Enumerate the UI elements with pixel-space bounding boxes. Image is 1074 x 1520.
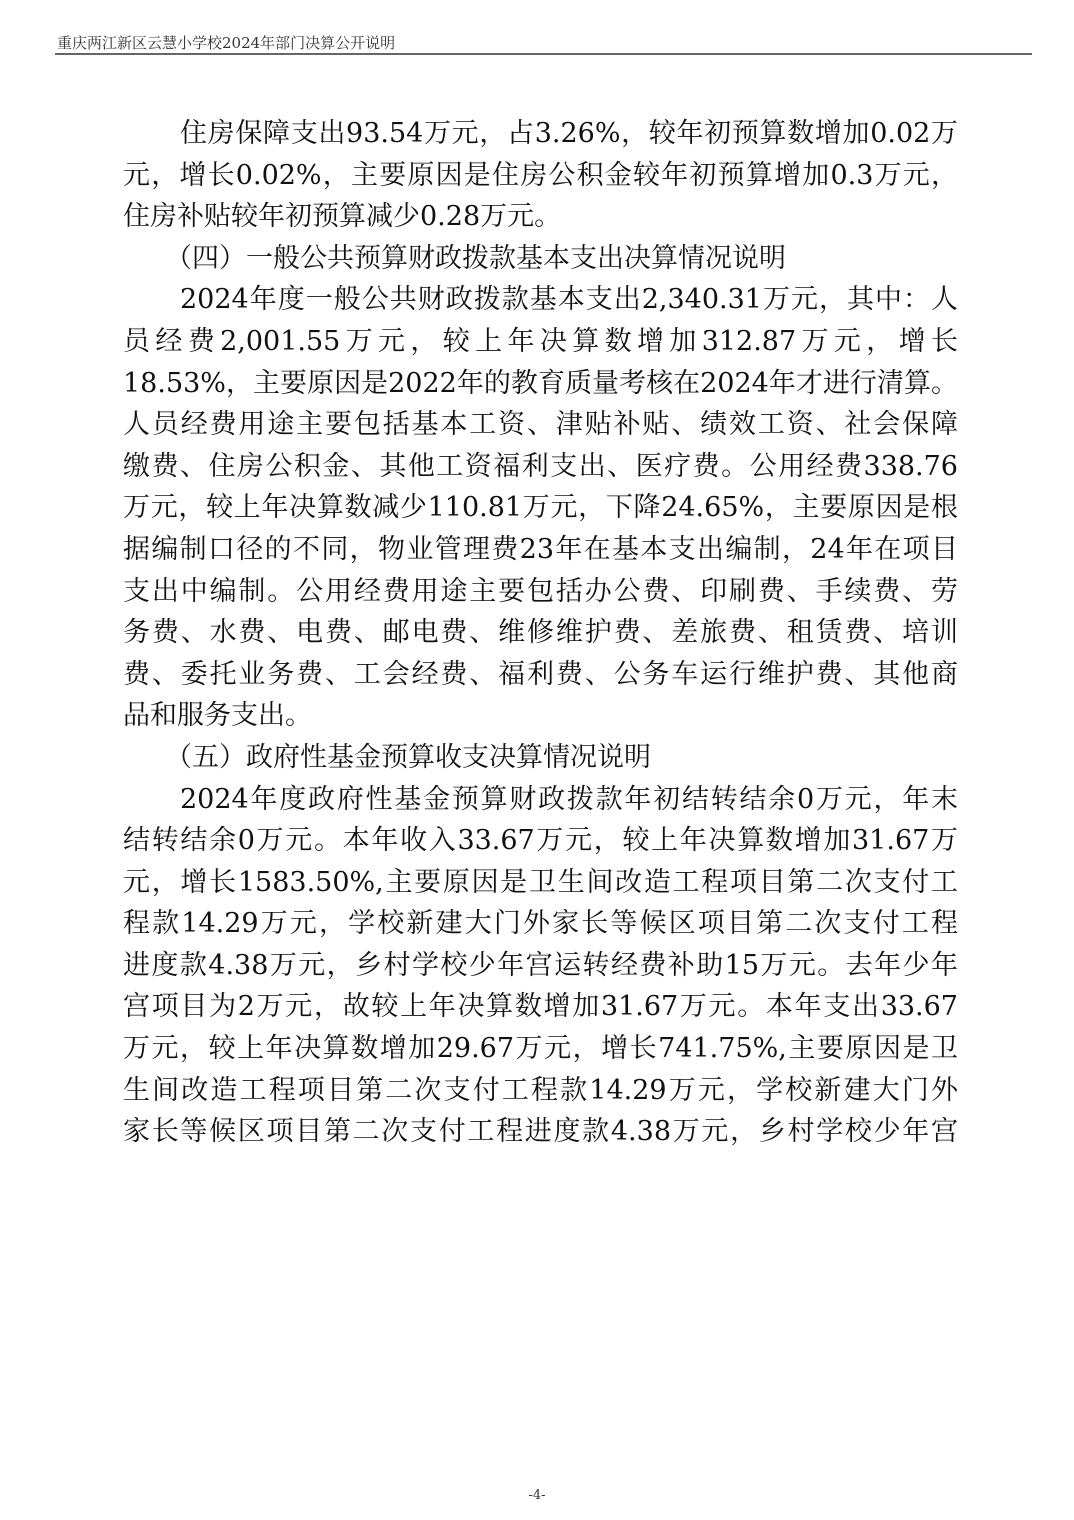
text-line: 程款14.29万元，学校新建大门外家长等候区项目第二次支付工程 [123, 908, 958, 940]
text-line: 住房补贴较年初预算减少0.28万元。 [123, 201, 562, 233]
text-line: 宫项目为2万元，故较上年决算数增加31.67万元。本年支出33.67 [123, 991, 958, 1023]
text-line: 18.53%，主要原因是2022年的教育质量考核在2024年才进行清算。 [123, 367, 958, 399]
text-line: 品和服务支出。 [123, 700, 312, 732]
text-line: 元，增长0.02%，主要原因是住房公积金较年初预算增加0.3万元， [123, 159, 958, 191]
text-line: 万元，较上年决算数减少110.81万元，下降24.65%，主要原因是根 [123, 492, 958, 524]
text-line: 结转结余0万元。本年收入33.67万元，较上年决算数增加31.67万 [123, 825, 958, 857]
text-line: 务费、水费、电费、邮电费、维修维护费、差旅费、租赁费、培训 [123, 617, 958, 649]
text-line: 生间改造工程项目第二次支付工程款14.29万元，学校新建大门外 [123, 1074, 958, 1106]
text-line: 人员经费用途主要包括基本工资、津贴补贴、绩效工资、社会保障 [123, 409, 958, 441]
text-line: 缴费、住房公积金、其他工资福利支出、医疗费。公用经费338.76 [123, 450, 958, 482]
running-header: 重庆两江新区云慧小学校2024年部门决算公开说明 [57, 34, 396, 52]
text-line: 据编制口径的不同，物业管理费23年在基本支出编制，24年在项目 [123, 533, 958, 565]
page-number: -4- [528, 1488, 546, 1503]
text-line: 费、委托业务费、工会经费、福利费、公务车运行维护费、其他商 [123, 658, 958, 690]
text-line: 元，增长1583.50%,主要原因是卫生间改造工程项目第二次支付工 [123, 866, 958, 898]
paragraph [123, 113, 958, 238]
text-line: 万元，较上年决算数增加29.67万元，增长741.75%,主要原因是卫 [123, 1033, 958, 1065]
text-line: 家长等候区项目第二次支付工程进度款4.38万元，乡村学校少年宫 [123, 1116, 958, 1148]
section-heading [123, 238, 958, 280]
section-heading [123, 737, 958, 779]
text-line: 住房保障支出93.54万元，占3.26%，较年初预算数增加0.02万 [180, 118, 958, 149]
header-divider [55, 53, 1032, 55]
heading-text: （五）政府性基金预算收支决算情况说明 [165, 741, 651, 773]
text-line: 进度款4.38万元，乡村学校少年宫运转经费补助15万元。去年少年 [123, 949, 958, 981]
text-line: 2024年度政府性基金预算财政拨款年初结转结余0万元，年末 [180, 783, 958, 815]
text-line: 员经费2,001.55万元，较上年决算数增加312.87万元，增长 [123, 325, 958, 357]
text-line: 支出中编制。公用经费用途主要包括办公费、印刷费、手续费、劳 [123, 575, 958, 607]
text-line: 2024年度一般公共财政拨款基本支出2,340.31万元，其中：人 [180, 284, 958, 316]
document-body [123, 113, 958, 1153]
paragraph [123, 779, 958, 1153]
paragraph [123, 279, 958, 737]
heading-text: （四）一般公共预算财政拨款基本支出决算情况说明 [165, 242, 786, 274]
